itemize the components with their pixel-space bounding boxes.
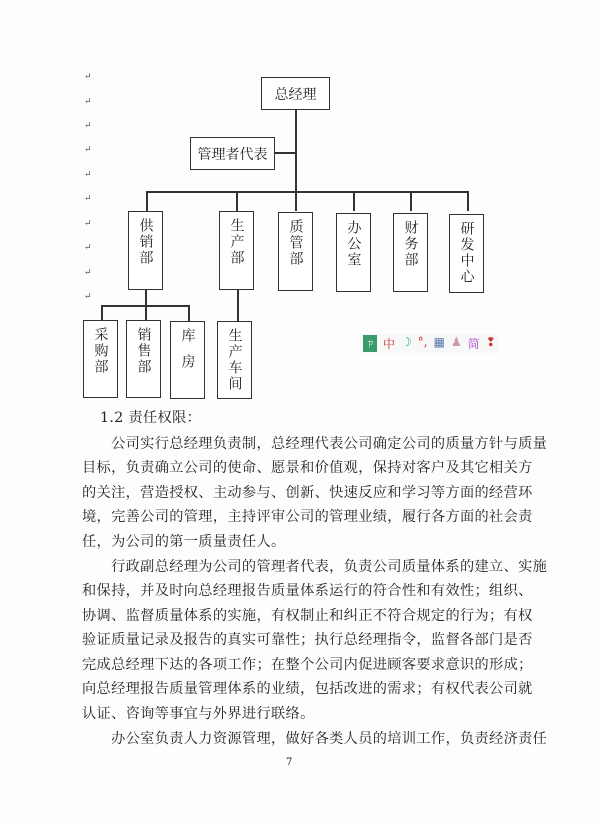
node-label: 生产部 [228, 218, 245, 266]
connector-line [101, 305, 189, 307]
org-node-office [336, 213, 371, 292]
connector-line [295, 109, 297, 192]
node-label: 供销部 [137, 218, 154, 266]
node-label: 财务部 [402, 220, 419, 268]
node-label: 库房 [179, 328, 196, 380]
paragraph-mark-icon: ↵ [84, 292, 92, 302]
node-label: 管理者代表 [197, 146, 268, 163]
line: 的关注，营造授权、主动参与、创新、快速反应和学习等方面的经营环 [82, 485, 533, 501]
paragraph-mark-icon: ↵ [84, 72, 92, 82]
org-node-production [219, 211, 254, 290]
org-node-quality [278, 212, 313, 291]
ime-logo-icon[interactable]: ㄗ [363, 335, 377, 352]
ime-toolbar[interactable] [360, 334, 499, 353]
line: 目标，负责确立公司的使命、愿景和价值观，保持对客户及其它相关方 [82, 460, 533, 476]
paragraph-mark-icon: ↵ [84, 170, 92, 180]
line: 任，为公司的第一质量责任人。 [82, 534, 286, 550]
org-node-rnd [449, 214, 484, 293]
paragraph-mark-icon: ↵ [84, 194, 92, 204]
node-label: 生产车间 [226, 328, 243, 392]
line: 认证、咨询等事宜与外界进行联络。 [82, 706, 315, 722]
connector-line [146, 191, 148, 211]
connector-line [188, 305, 190, 321]
node-label: 办公室 [345, 220, 362, 268]
ime-simplified-toggle[interactable]: 简 [467, 337, 480, 351]
ime-skin-icon[interactable]: ❢ [485, 335, 496, 349]
org-node-warehouse [170, 321, 205, 399]
node-label: 质管部 [287, 219, 304, 267]
org-node-purchasing [83, 320, 118, 398]
line: 验证质量记录及报告的真实可靠性；执行总经理指令，监督各部门是否 [82, 632, 533, 648]
line: 公司实行总经理负责制，总经理代表公司确定公司的质量方针与质量 [82, 436, 548, 452]
line: 境，完善公司的管理，主持评审公司的管理业绩，履行各方面的社会责 [82, 509, 533, 525]
org-node-workshop [217, 321, 252, 399]
org-node-finance [393, 213, 428, 292]
line: 行政副总经理为公司的管理者代表，负责公司质量体系的建立、实施 [82, 559, 548, 575]
connector-line [101, 305, 103, 321]
page-number: 7 [286, 757, 293, 768]
section-heading: 1.2 责任权限： [100, 410, 202, 426]
ime-halfwidth-icon[interactable]: ☽ [401, 335, 412, 349]
connector-line [274, 152, 295, 154]
connector-line [295, 191, 297, 211]
line: 完成总经理下达的各项工作；在整个公司内促进顾客要求意识的形成； [82, 657, 533, 673]
line: 和保持，并及时向总经理报告质量体系运行的符合性和有效性；组织、 [82, 583, 533, 599]
ime-user-icon[interactable]: ♟ [450, 335, 462, 349]
org-node-sales [126, 320, 161, 398]
connector-line [353, 191, 355, 211]
ime-keyboard-icon[interactable]: ▦ [433, 335, 445, 349]
paragraph-mark-icon: ↵ [84, 121, 92, 131]
paragraph-mark-icon: ↵ [84, 97, 92, 107]
node-label: 研发中心 [458, 221, 475, 285]
node-label: 采购部 [92, 327, 109, 375]
connector-line [467, 191, 469, 211]
paragraph-mark-icon: ↵ [84, 268, 92, 278]
connector-line [410, 191, 412, 211]
connector-line [237, 289, 239, 321]
ime-chinese-mode[interactable]: 中 [383, 337, 396, 351]
line: 协调、监督质量体系的实施，有权制止和纠正不符合规定的行为；有权 [82, 608, 533, 624]
org-node-general-manager [261, 77, 330, 110]
node-label: 销售部 [135, 327, 152, 375]
line: 向总经理报告质量管理体系的业绩，包括改进的需求；有权代表公司就 [82, 681, 533, 697]
paragraph-mark-icon: ↵ [84, 219, 92, 229]
org-node-supply-sales [128, 211, 163, 290]
line: 办公室负责人力资源管理，做好各类人员的培训工作，负责经济责任 [82, 731, 548, 747]
paragraph-mark-icon: ↵ [84, 145, 92, 155]
paragraph-mark-icon: ↵ [84, 243, 92, 253]
org-node-management-representative [190, 137, 275, 170]
node-label: 总经理 [274, 86, 317, 103]
connector-line [236, 191, 238, 211]
ime-punctuation-icon[interactable]: °, [417, 335, 428, 349]
connector-line [146, 191, 469, 193]
